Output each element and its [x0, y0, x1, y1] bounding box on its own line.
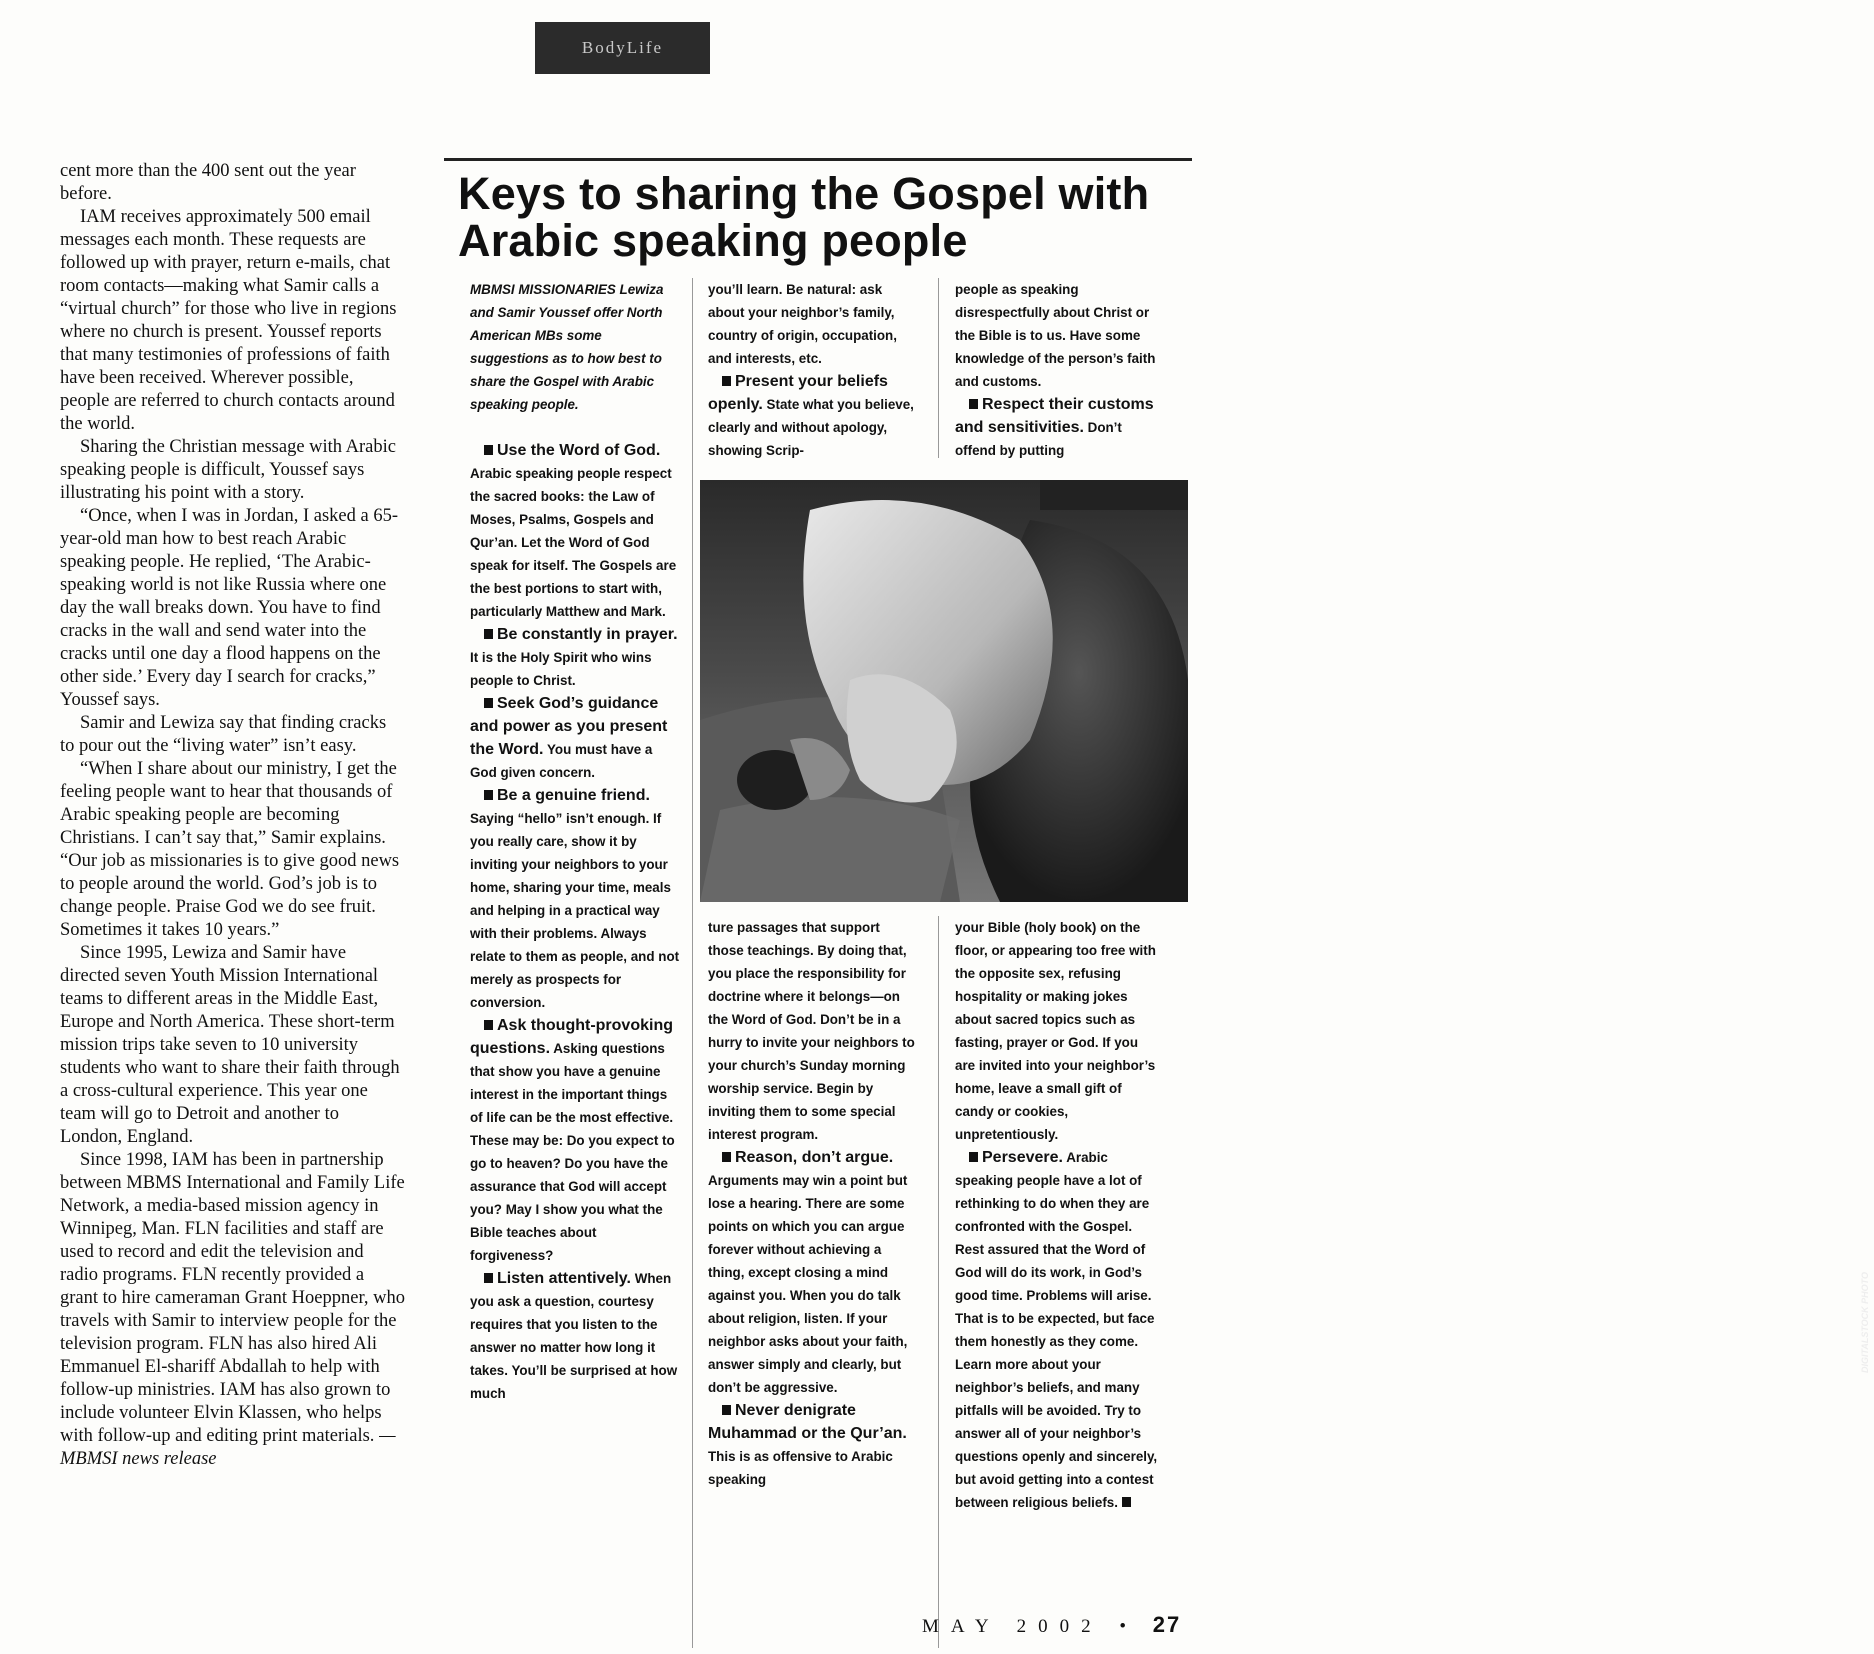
bullet-square-icon	[484, 1020, 493, 1030]
paragraph: “When I share about our ministry, I get the feeling people want to hear that thousands of Arabic speaking people are becoming Christians. I can’t say that,” Samir explains. “Our job as missionaries is to give good news to people around the world. God’s job is to change people. Praise God we do see fruit. Sometimes it takes 10 years.”	[60, 759, 400, 940]
tip-item: Be a genuine friend. Saying “hello” isn’t enough. If you really care, show it by inviting your neighbors to your home, sharing your time, meals and helping in a practical way with their problems. Always relate to them as people, and not merely as prospects for conversion.	[470, 787, 680, 1010]
paragraph: IAM receives approximately 500 email messages each month. These requests are followed up with prayer, return e-mails, chat room contacts—making what Samir calls a “virtual church” for those who live in regions where no church is present. Youssef reports that many testimonies of professions of faith have been received. Wherever possible, people are referred to church contacts around the world.	[60, 207, 397, 434]
paragraph: cent more than the 400 sent out the year before.	[60, 161, 356, 204]
column-divider	[692, 278, 693, 1648]
tip-item: Listen attentively. When you ask a question, courtesy requires that you listen to the answer no matter how long it takes. You’ll be surprised at how much	[470, 1270, 678, 1401]
tip-item: Ask thought-provoking questions. Asking questions that show you have a genuine interest in the important things of life can be the most effective. These may be: Do you expect to go to heaven? Do you have the assurance that God will accept you? May I show you what the Bible teaches about forgiveness?	[470, 1017, 675, 1263]
tip-item: Use the Word of God. Arabic speaking people respect the sacred books: the Law of Moses, Psalms, Gospels and Qur’an. Let the Word of God speak for itself. The Gospels are the best portions to start with, particularly Matthew and Mark.	[470, 442, 677, 619]
bullet-square-icon	[722, 376, 731, 386]
section-header: BodyLife	[535, 22, 710, 74]
article-intro: MBMSI MISSIONARIES Lewiza and Samir Youssef offer North American MBs some suggestions as to how best to share the Gospel with Arabic speaking people.	[470, 282, 664, 412]
article-column-1	[470, 278, 680, 1405]
bullet-square-icon	[484, 790, 493, 800]
photo-credit: DIGITALSTOCK PHOTO	[1860, 1271, 1870, 1373]
article-column-3-bottom	[955, 916, 1160, 1514]
article-headline: Keys to sharing the Gospel with Arabic speaking people	[458, 168, 1150, 266]
bullet-square-icon	[969, 399, 978, 409]
tip-item: Never denigrate Muhammad or the Qur’an. This is as offensive to Arabic speaking	[708, 1402, 907, 1487]
page-number: 27	[1152, 1612, 1182, 1637]
tip-continuation: your Bible (holy book) on the floor, or appearing too free with the opposite sex, refusing hospitality or making jokes about sacred topics such as fasting, prayer or God. If you are invited into your neighbor’s home, leave a small gift of candy or cookies, unpretentiously.	[955, 920, 1156, 1142]
paragraph	[60, 1149, 405, 1471]
tip-item: Seek God’s guidance and power as you present the Word. You must have a God given concern.	[470, 695, 668, 780]
bullet-square-icon	[484, 698, 493, 708]
last-paragraph-text: Since 1998, IAM has been in partnership between MBMS International and Family Life Network, a media-based mission agency in Winnipeg, Man. FLN facilities and staff are used to record and edit the television and radio programs. FLN recently provided a grant to hire cameraman Grant Hoeppner, who travels with Samir to interview people for the television program. FLN has also hired Ali Emmanuel El-shariff Abdallah to help with follow-up ministries. IAM has also grown to include volunteer Elvin Klassen, who helps with follow-up and editing print materials.	[60, 1150, 405, 1446]
tip-item: Persevere. Arabic speaking people have a lot of rethinking to do when they are confronted with the Gospel. Rest assured that the Word of God will do its work, in God’s good time. Problems will arise. That is to be expected, but face them honestly as they come. Learn more about your neighbor’s beliefs, and many pitfalls will be avoided. Try to answer all of your neighbor’s questions openly and sincerely, but avoid getting into a contest between religious beliefs.	[955, 1149, 1158, 1510]
bullet-square-icon	[484, 1273, 493, 1283]
tip-continuation: ture passages that support those teachings. By doing that, you place the responsibility for doctrine where it belongs—on the Word of God. Don’t be in a hurry to invite your neighbors to your church’s Sunday morning worship service. Begin by inviting them to some special interest program.	[708, 920, 915, 1142]
left-column	[60, 160, 405, 1471]
paragraph: Sharing the Christian message with Arabic speaking people is difficult, Youssef says illustrating his point with a story.	[60, 437, 396, 503]
column-divider	[938, 278, 939, 458]
bullet-square-icon	[969, 1152, 978, 1162]
paragraph: Since 1995, Lewiza and Samir have directed seven Youth Mission International teams to different areas in the Middle East, Europe and North America. These short-term mission trips take seven to 10 university students who want to share their faith through a cross-cultural experience. This year one team will go to Detroit and another to London, England.	[60, 943, 400, 1147]
article-column-3-top	[955, 278, 1160, 462]
article-column-2-bottom	[708, 916, 918, 1491]
tip-continuation: you’ll learn. Be natural: ask about your neighbor’s family, country of origin, occupation, and interests, etc.	[708, 282, 897, 366]
tip-continuation: people as speaking disrespectfully about Christ or the Bible is to us. Have some knowledge of the person’s faith and customs.	[955, 282, 1156, 389]
tip-item: Respect their customs and sensitivities. Don’t offend by putting	[955, 396, 1154, 458]
column-divider	[938, 916, 939, 1648]
prayer-photo-illustration	[700, 480, 1188, 902]
bullet-square-icon	[484, 445, 493, 455]
end-mark-icon	[1122, 1497, 1131, 1507]
bullet-square-icon	[722, 1405, 731, 1415]
paragraph: Samir and Lewiza say that finding cracks to pour out the “living water” isn’t easy.	[60, 713, 387, 756]
tip-item: Be constantly in prayer. It is the Holy Spirit who wins people to Christ.	[470, 626, 678, 688]
page-footer	[922, 1612, 1181, 1638]
paragraph: “Once, when I was in Jordan, I asked a 65-year-old man how to best reach Arabic speaking people. He replied, ‘The Arabic-speaking world is not like Russia where one day the wall breaks down. You have to find cracks in the wall and send water into the cracks until one day a flood happens on the other side.’ Every day I search for cracks,” Youssef says.	[60, 506, 398, 710]
footer-bullet: •	[1119, 1616, 1137, 1637]
tip-item: Reason, don’t argue. Arguments may win a point but lose a hearing. There are some points on which you can argue forever without achieving a thing, except closing a mind against you. When you do talk about religion, listen. If your neighbor asks about your faith, answer simply and clearly, but don’t be aggressive.	[708, 1149, 908, 1395]
bullet-square-icon	[484, 629, 493, 639]
source-credit: —MBMSI news release	[60, 1426, 396, 1469]
issue-date: MAY 2002	[922, 1616, 1103, 1637]
tip-item: Present your beliefs openly. State what you believe, clearly and without apology, showing Scrip-	[708, 373, 914, 458]
article-column-2-top	[708, 278, 918, 462]
headline-rule	[444, 158, 1192, 161]
bullet-square-icon	[722, 1152, 731, 1162]
